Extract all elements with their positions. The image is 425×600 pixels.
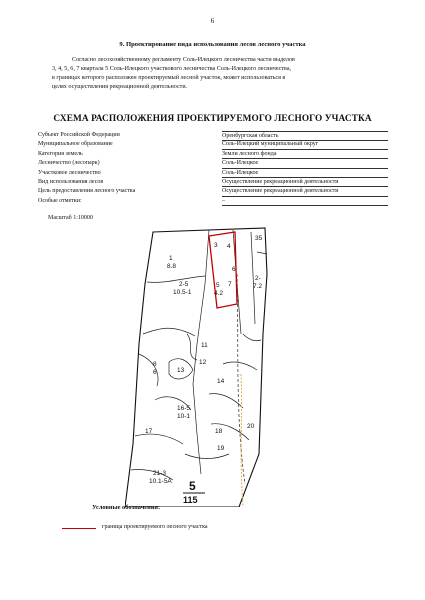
info-row-special-notes	[38, 197, 388, 206]
stand-21-label: 21-3	[153, 470, 167, 477]
section-title: 9. Проектирование вида использования лесов лесного участка	[119, 41, 306, 48]
stand-4-label: 4	[227, 243, 231, 250]
stand-19-label: 19	[217, 445, 225, 452]
info-row-land-category	[38, 150, 388, 159]
stand-14-label: 14	[217, 378, 225, 385]
parcel-info-table	[38, 131, 388, 206]
stand-13-label: 13	[177, 367, 185, 374]
info-value: Осуществление рекреационной деятельности	[222, 178, 388, 187]
yellow-track	[241, 374, 243, 506]
stand-2-label: 2-5	[179, 281, 189, 288]
info-value: Оренбургская область	[222, 131, 388, 141]
info-value: Осуществление рекреационной деятельности	[222, 187, 388, 196]
stand-7-label: 7	[228, 281, 232, 288]
info-label: Вид использования лесов	[38, 178, 104, 185]
stand-20-label: 20	[247, 423, 255, 430]
info-row-subject	[38, 131, 388, 140]
stand-21-sub: 10.1-5A	[149, 478, 172, 485]
info-label: Муниципальное образование	[38, 141, 113, 148]
map-svg	[125, 224, 275, 507]
paragraph-line: Согласно лесохозяйственному регламенту Соль-Илецкого лесничества части выделов	[72, 57, 295, 63]
stand-2-sub: 10.5-1	[173, 289, 192, 296]
stand-boundaries	[131, 230, 267, 480]
stand-18-label: 18	[215, 428, 223, 435]
quarter-boundary	[125, 228, 267, 507]
description-paragraph	[52, 56, 378, 92]
stand-12-label: 12	[199, 359, 207, 366]
stand-1-sub: 8.8	[167, 263, 177, 270]
info-label: Лесничество (лесопарк)	[38, 160, 100, 167]
info-value: Соль-Илецкое	[222, 169, 388, 178]
info-label: Участковое лесничество	[38, 169, 101, 176]
info-row-forest-use	[38, 178, 388, 187]
quarter-number: 5	[189, 479, 196, 493]
stand-16-sub: 10-1	[177, 413, 191, 420]
scale-label: Масштаб 1:10000	[48, 215, 93, 221]
stand-3-label: 3	[214, 242, 218, 249]
page-number: 6	[210, 17, 215, 25]
stand-labels	[145, 235, 263, 485]
forest-plot-map	[125, 224, 275, 507]
info-row-purpose	[38, 187, 388, 196]
stand-17-label: 17	[145, 428, 153, 435]
info-row-district-forestry	[38, 169, 388, 178]
paragraph-line: целях осуществления рекреационной деятельности.	[52, 84, 188, 90]
info-row-municipality	[38, 140, 388, 149]
info-label: Особые отметки:	[38, 197, 82, 204]
stand-35-label: 35	[255, 235, 263, 242]
stand-5-sub: 4.2	[214, 290, 224, 297]
schema-title: СХЕМА РАСПОЛОЖЕНИЯ ПРОЕКТИРУЕМОГО ЛЕСНОГО УЧАСТКА	[53, 114, 372, 124]
stand-5-label: 5	[216, 282, 220, 289]
stand-16-label: 16-5	[177, 405, 191, 412]
quarter-area: 115	[183, 495, 198, 505]
info-value: –	[222, 197, 388, 206]
stand-8-sub: 6	[153, 369, 157, 376]
stand-11-label: 11	[201, 342, 208, 349]
paragraph-line: 3, 4, 5, 6, 7 квартала 5 Соль-Илецкого участкового лесничества Соль-Илецкого лесничества,	[52, 66, 292, 72]
info-label: Цель предоставления лесного участка	[38, 188, 136, 195]
info-value: Земли лесного фонда	[222, 150, 388, 159]
stand-6-label: 6	[232, 266, 236, 273]
stand-2b-label: 2-	[255, 275, 261, 282]
info-row-forestry	[38, 159, 388, 168]
legend-title: Условные обозначения:	[92, 504, 161, 511]
info-label: Субъект Российской Федерации	[38, 132, 120, 138]
stand-2b-sub: 7.2	[253, 283, 263, 290]
info-value: Соль-Илецкое	[222, 159, 388, 168]
stand-1-label: 1	[169, 255, 173, 262]
info-label: Категория земель	[38, 150, 83, 157]
stand-8-label: 8	[153, 361, 157, 368]
legend-boundary-text: граница проектируемого лесного участка	[102, 524, 208, 530]
legend-boundary-line	[62, 528, 96, 529]
info-value: Соль-Илецкий муниципальный округ	[222, 140, 388, 149]
paragraph-line: в границах которого расположен проектируемый лесной участок, может использоваться в	[52, 75, 286, 81]
